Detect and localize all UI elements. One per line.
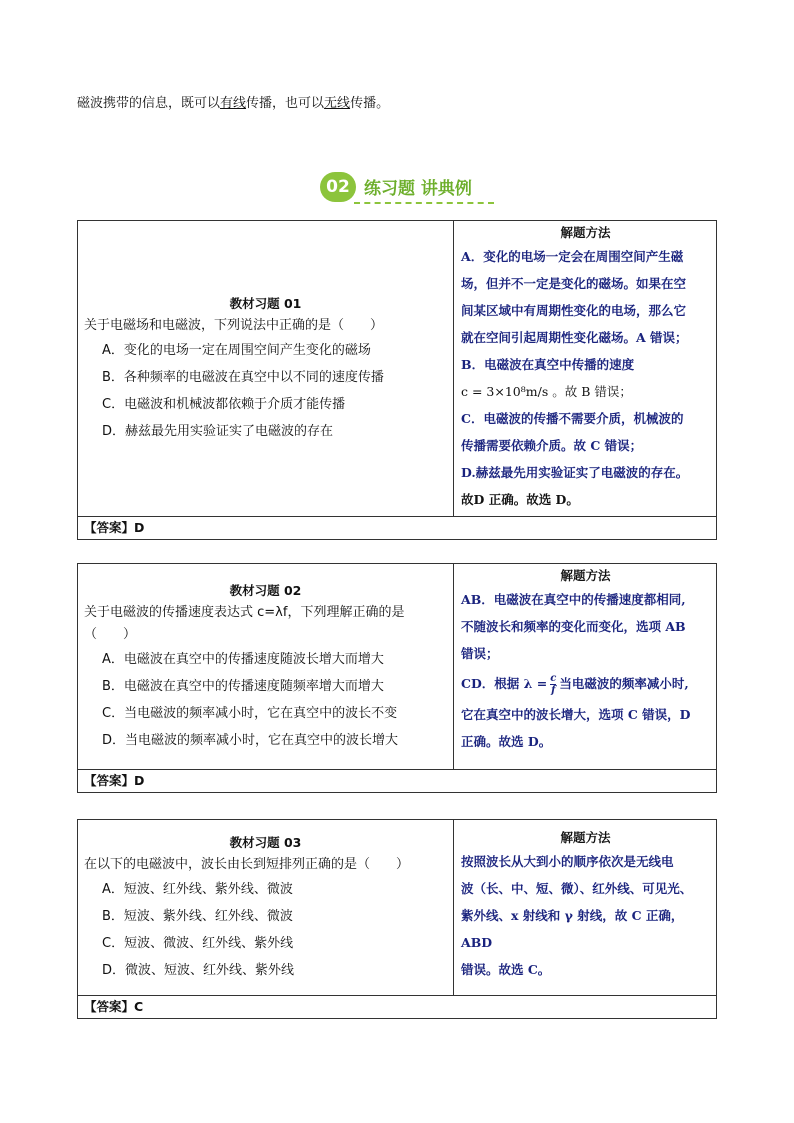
intro-underline-wireless: 无线	[324, 96, 351, 111]
option-a: A．电磁波在真空中的传播速度随波长增大而增大	[102, 651, 384, 667]
option-c: C．电磁波和机械波都依赖于介质才能传播	[102, 396, 346, 412]
intro-suffix: 传播。	[350, 96, 390, 111]
solution-title: 解题方法	[560, 830, 611, 845]
problem-row	[78, 221, 716, 517]
problem-row	[78, 564, 716, 770]
option-b: B．各种频率的电磁波在真空中以不同的速度传播	[102, 369, 384, 385]
solution-line: D.赫兹最先用实验证实了电磁波的存在。	[461, 465, 689, 480]
solution-line: C．电磁波的传播不需要介质，机械波的	[461, 411, 684, 426]
solution-line: 故D 正确。故选 D。	[461, 492, 579, 507]
question-stem: 关于电磁场和电磁波，下列说法中正确的是（ ）	[84, 317, 384, 333]
solution-line: 不随波长和频率的变化而变化，选项 AB	[461, 619, 686, 634]
intro-underline-wired: 有线	[220, 96, 247, 111]
solution-line: 正确。故选 D。	[461, 734, 552, 749]
intro-prefix: 磁波携带的信息，既可以	[77, 96, 221, 111]
solution-cd-prefix: CD．根据 λ =	[461, 676, 548, 691]
question-title: 教材习题 03	[229, 834, 302, 850]
solution-line: 场，但并不一定是变化的磁场。如果在空	[461, 276, 687, 291]
answer-line: 【答案】D	[84, 773, 145, 788]
option-b: B．短波、紫外线、红外线、微波	[102, 908, 293, 924]
solution-line: 紫外线、x 射线和 γ 射线，故 C 正确，ABD	[461, 908, 684, 950]
section-heading	[320, 172, 500, 206]
fraction	[550, 673, 556, 696]
option-d: D．当电磁波的频率减小时，它在真空中的波长增大	[102, 732, 399, 748]
solution-cd-suffix: 当电磁波的频率减小时,	[559, 676, 689, 691]
answer-line: 【答案】D	[84, 520, 145, 535]
solution-line: 按照波长从大到小的顺序依次是无线电	[461, 854, 674, 869]
problem-row	[78, 820, 716, 996]
answer-line: 【答案】C	[84, 999, 144, 1014]
section-underline	[354, 202, 494, 204]
option-c: C．短波、微波、红外线、紫外线	[102, 935, 294, 951]
question-cell	[78, 221, 454, 516]
solution-title: 解题方法	[560, 225, 611, 240]
question-stem-bracket: （ ）	[84, 626, 137, 642]
question-title: 教材习题 02	[229, 582, 302, 598]
solution-line: c = 3×10⁸m/s 。故 B 错误；	[461, 384, 632, 399]
question-stem: 关于电磁波的传播速度表达式 c=λf，下列理解正确的是	[84, 604, 405, 620]
section-title: 练习题 讲典例	[364, 179, 472, 199]
option-a: A．变化的电场一定在周围空间产生变化的磁场	[102, 342, 371, 358]
solution-line: AB．电磁波在真空中的传播速度都相同,	[461, 592, 686, 607]
intro-text	[77, 94, 389, 114]
solution-line: 错误。故选 C。	[461, 962, 551, 977]
question-cell	[78, 564, 454, 769]
fraction-numerator: c	[550, 673, 557, 684]
solution-line: 错误；	[461, 646, 499, 661]
option-d: D．微波、短波、红外线、紫外线	[102, 962, 295, 978]
solution-cell	[454, 221, 716, 516]
question-title: 教材习题 01	[229, 295, 302, 311]
solution-line: 就在空间引起周期性变化磁场。A 错误；	[461, 330, 688, 345]
solution-line: A．变化的电场一定会在周围空间产生磁	[461, 249, 684, 264]
solution-line: 传播需要依赖介质。故 C 错误；	[461, 438, 643, 453]
solution-title: 解题方法	[560, 568, 611, 583]
problem-block-3	[77, 819, 717, 1019]
solution-line: 它在真空中的波长增大，选项 C 错误，D	[461, 707, 691, 722]
question-cell	[78, 820, 454, 995]
problem-block-2	[77, 563, 717, 793]
option-a: A．短波、红外线、紫外线、微波	[102, 881, 293, 897]
fraction-denominator: f	[551, 685, 556, 696]
solution-line: 间某区域中有周期性变化的电场，那么它	[461, 303, 687, 318]
solution-cell	[454, 820, 716, 995]
option-c: C．当电磁波的频率减小时，它在真空中的波长不变	[102, 705, 398, 721]
solution-line-cd	[461, 667, 710, 701]
solution-line: B．电磁波在真空中传播的速度	[461, 357, 635, 372]
section-number-badge: 02	[320, 172, 356, 202]
question-stem: 在以下的电磁波中，波长由长到短排列正确的是（ ）	[84, 856, 410, 872]
option-b: B．电磁波在真空中的传播速度随频率增大而增大	[102, 678, 384, 694]
solution-cell	[454, 564, 716, 769]
problem-block-1	[77, 220, 717, 540]
solution-line: 波（长、中、短、微）、红外线、可见光、	[461, 881, 693, 896]
option-d: D．赫兹最先用实验证实了电磁波的存在	[102, 423, 334, 439]
intro-mid: 传播，也可以	[246, 96, 325, 111]
